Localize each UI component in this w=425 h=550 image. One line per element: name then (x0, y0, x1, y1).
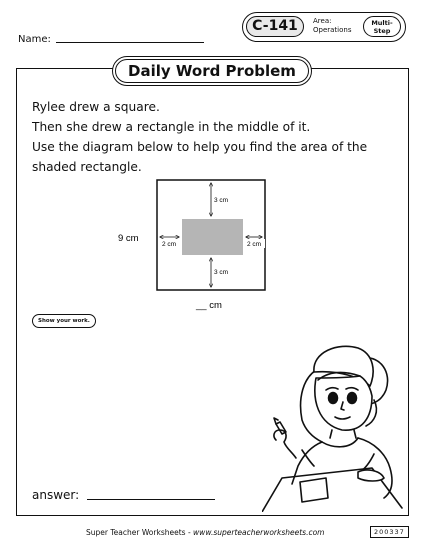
footer-url[interactable]: www.superteacherworksheets.com (193, 528, 325, 537)
answer-row (32, 488, 215, 502)
answer-field[interactable] (87, 499, 215, 500)
step-line-2: Step (373, 27, 391, 35)
problem-line-1: Rylee drew a square. (32, 100, 160, 114)
footer-credit (86, 528, 325, 537)
topic-line-1: Area: (313, 17, 332, 25)
shaded-rectangle (182, 219, 243, 255)
problem-text (32, 97, 392, 177)
title-banner (112, 56, 312, 86)
bottom-blank-label: __ cm (196, 300, 222, 311)
page-title: Daily Word Problem (115, 59, 309, 83)
name-row (18, 34, 204, 45)
problem-line-2: Then she drew a rectangle in the middle of it. (32, 120, 311, 134)
topic-label (313, 17, 351, 35)
multi-step-badge (363, 16, 401, 37)
problem-line-4: shaded rectangle. (32, 160, 142, 174)
area-diagram (110, 175, 310, 325)
answer-label: answer: (32, 488, 80, 502)
problem-line-3: Use the diagram below to help you find the area of the (32, 140, 368, 154)
footer-prefix: Super Teacher Worksheets - (86, 528, 194, 537)
bottom-gap-label: 3 cm (214, 269, 229, 276)
left-gap-label: 2 cm (162, 241, 177, 248)
top-gap-label: 3 cm (214, 197, 229, 204)
show-work-badge: Show your work. (32, 314, 96, 328)
girl-writing-illustration (262, 338, 408, 512)
right-gap-label: 2 cm (247, 241, 262, 248)
topic-line-2: Operations (313, 26, 352, 34)
step-line-1: Multi- (371, 19, 393, 27)
name-field[interactable] (56, 42, 204, 43)
name-label: Name: (18, 34, 51, 45)
worksheet-code: C-141 (246, 16, 304, 37)
worksheet-code-box (242, 12, 406, 42)
square-side-label: 9 cm (118, 233, 139, 244)
document-id: 200337 (370, 526, 409, 538)
